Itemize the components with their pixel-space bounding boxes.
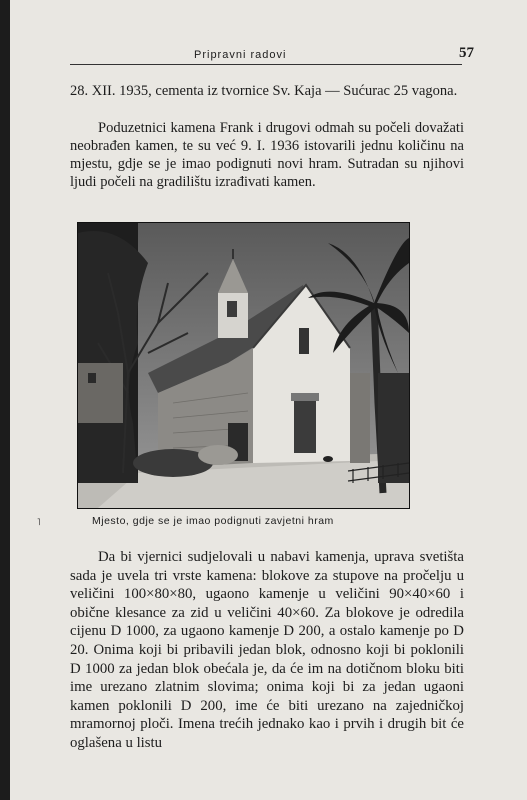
page-header xyxy=(70,40,474,65)
margin-mark: ˥ xyxy=(37,517,41,527)
page-number: 57 xyxy=(459,45,474,61)
book-page xyxy=(10,0,527,800)
paragraph-cement-delivery: 28. XII. 1935, cementa iz tvornice Sv. Kaja — Sućurac 25 vagona. xyxy=(70,83,458,99)
running-title: Pripravni radovi xyxy=(194,49,287,61)
figure-caption: Mjesto, gdje se je imao podignuti zavjetni hram xyxy=(92,515,334,527)
paragraph-stone-types: Da bi vjernici sudjelovali u nabavi kamenja, uprava svetišta sada je uvela tri vrste kamena: blokove za stupove na pročelju u veličini 100×80×80, ugaono kamenje u veličini 90×40×60 i obične klesance za zid u veličini 40×60. Za blokove je odredila cijenu D 1000, za ugaono kamenje D 200, a ostalo kamenje po D 20. Onima koji bi pribavili jedan blok, odnosno koji bi poklonili D 1000 za jedan blok obećala je, da će im na dotičnom bloku biti ime urezano zlatnim slovima; onima koji bi za jedan ugaoni kamen poklonili D 200, ime će biti urezano na zajedničkoj mramornoj ploči. Imena trećih jednako kao i prvih i drugih bit će oglašena u listu xyxy=(70,549,464,751)
paragraph-stone-contractors: Poduzetnici kamena Frank i drugovi odmah su počeli dovažati neobrađen kamen, te su već 9. I. 1936 istovarili jednu količinu na mjestu, gdje se je imao podignuti novi hram. Sutradan su njihovi ljudi počeli na gradilištu izrađivati kamen. xyxy=(70,120,464,190)
church-photograph xyxy=(77,222,410,509)
